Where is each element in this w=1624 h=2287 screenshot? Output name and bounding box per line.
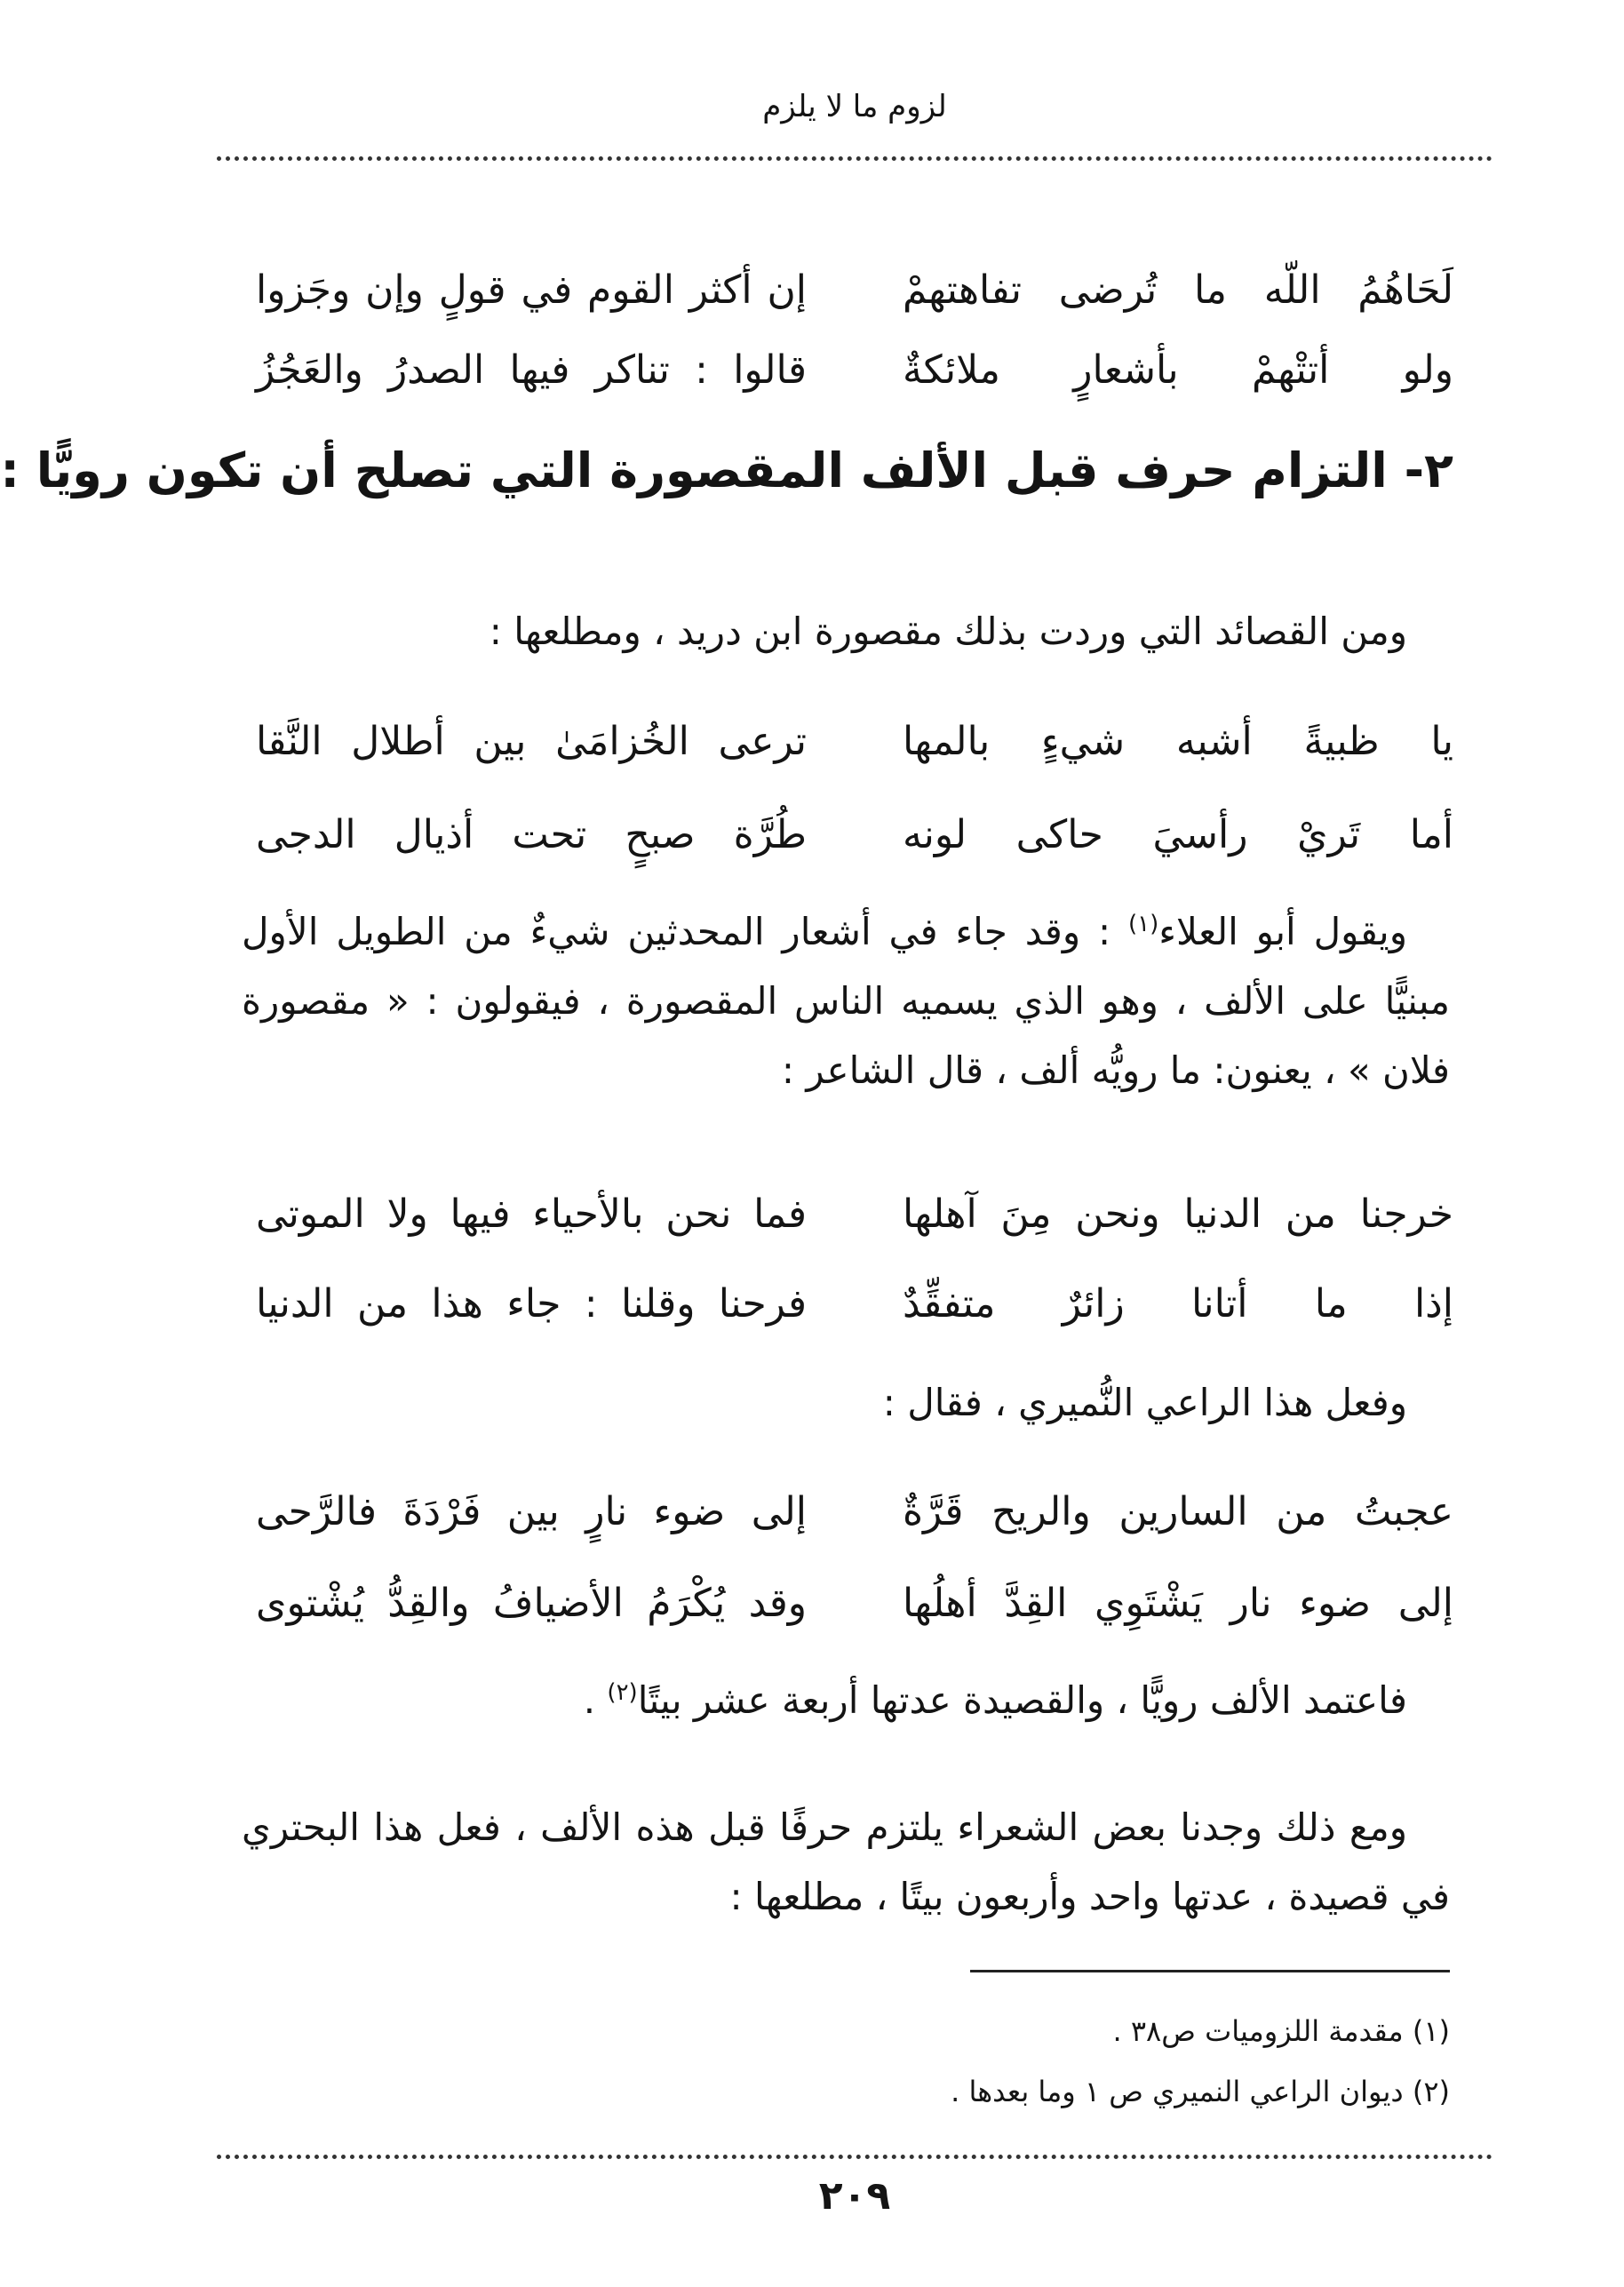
section-heading: ٢- التزام حرف قبل الألف المقصورة التي تصلح أن تكون رويًّا : [0, 442, 1453, 498]
verse-line [256, 1481, 1453, 1543]
paragraph-text: ويقول أبو العلاء [1158, 910, 1407, 953]
verse-first-hemistich: خرجنا من الدنيا ونحن مِنَ آهلها [903, 1191, 1453, 1237]
verse-second-hemistich: إلى ضوء نارٍ بين فَرْدَةَ فالرَّحى [256, 1489, 807, 1534]
verse-second-hemistich: قالوا : تناكر فيها الصدرُ والعَجُزُ [256, 347, 807, 393]
verse-line [256, 804, 1453, 866]
verse-line [256, 259, 1453, 322]
verse-second-hemistich: فما نحن بالأحياء فيها ولا الموتى [256, 1191, 807, 1237]
paragraph-raai: وفعل هذا الراعي النُّميري ، فقال : [882, 1381, 1407, 1424]
verse-second-hemistich: وقد يُكْرَمُ الأضيافُ والقِدُّ يُشْتوى [256, 1581, 807, 1626]
verse-first-hemistich: لَحَاهُمُ اللّه ما تُرضى تفاهتهمْ [903, 267, 1453, 313]
footnote-separator [970, 1970, 1450, 1972]
verse-first-hemistich: عجبتُ من السارين والريح قَرَّةٌ [903, 1489, 1453, 1534]
paragraph-buhturi: ومع ذلك وجدنا بعض الشعراء يلتزم حرفًا قبل هذه الألف ، فعل هذا البحتري في قصيدة ، عدتها واحد وأربعون بيتًا ، مطلعها : [242, 1805, 1450, 1918]
verse-first-hemistich: يا ظبيةً أشبه شيءٍ بالمها [903, 719, 1453, 764]
verse-line [256, 339, 1453, 402]
footnote: (١) مقدمة اللزوميات ص٣٨ . [1112, 2014, 1450, 2048]
footnote-reference: (١) [1128, 911, 1159, 937]
page-number: ٢٠٩ [818, 2173, 891, 2219]
verse-first-hemistich: أما تَريْ رأسيَ حاكى لونه [903, 812, 1453, 857]
paragraph-count [242, 1666, 1450, 1735]
paragraph-text: . [583, 1678, 608, 1722]
verse-line [256, 1183, 1453, 1246]
verse-line [256, 1273, 1453, 1335]
verse-first-hemistich: إذا ما أتانا زائرٌ متفقِّدٌ [903, 1281, 1453, 1327]
footnote: (٢) ديوان الراعي النميري ص ١ وما بعدها . [951, 2075, 1450, 2108]
verse-second-hemistich: طُرَّة صبحٍ تحت أذيال الدجى [256, 812, 807, 857]
verse-line [256, 711, 1453, 773]
running-title: لزوم ما لا يلزم [762, 89, 947, 124]
paragraph-abu-alaa [242, 897, 1450, 1105]
paragraph-text: فاعتمد الألف رويًّا ، والقصيدة عدتها أربعة عشر بيتًا [637, 1678, 1407, 1722]
footnote-reference: (٢) [607, 1679, 638, 1706]
verse-second-hemistich: فرحنا وقلنا : جاء هذا من الدنيا [256, 1281, 807, 1327]
footer-dotted-rule [217, 2155, 1493, 2159]
paragraph-text: : وقد جاء في أشعار المحدثين شيءٌ من الطويل الأول مبنيًّا على الألف ، وهو الذي يسميه الناس المقصورة ، فيقولون : « مقصورة فلان » ، يعنون: ما رويُّه ألف ، قال الشاعر : [242, 910, 1450, 1092]
verse-line [256, 1573, 1453, 1635]
verse-first-hemistich: ولو أتتْهمْ بأشعارٍ ملائكةٌ [903, 347, 1453, 393]
verse-first-hemistich: إلى ضوء نار يَشْتَوِي القِدَّ أهلُها [903, 1581, 1453, 1626]
verse-second-hemistich: ترعى الخُزامَىٰ بين أطلال النَّقا [256, 719, 807, 764]
paragraph-intro: ومن القصائد التي وردت بذلك مقصورة ابن دريد ، ومطلعها : [489, 610, 1407, 653]
header-dotted-rule [217, 156, 1493, 161]
verse-second-hemistich: إن أكثر القوم في قولٍ وإن وجَزوا [256, 267, 807, 313]
